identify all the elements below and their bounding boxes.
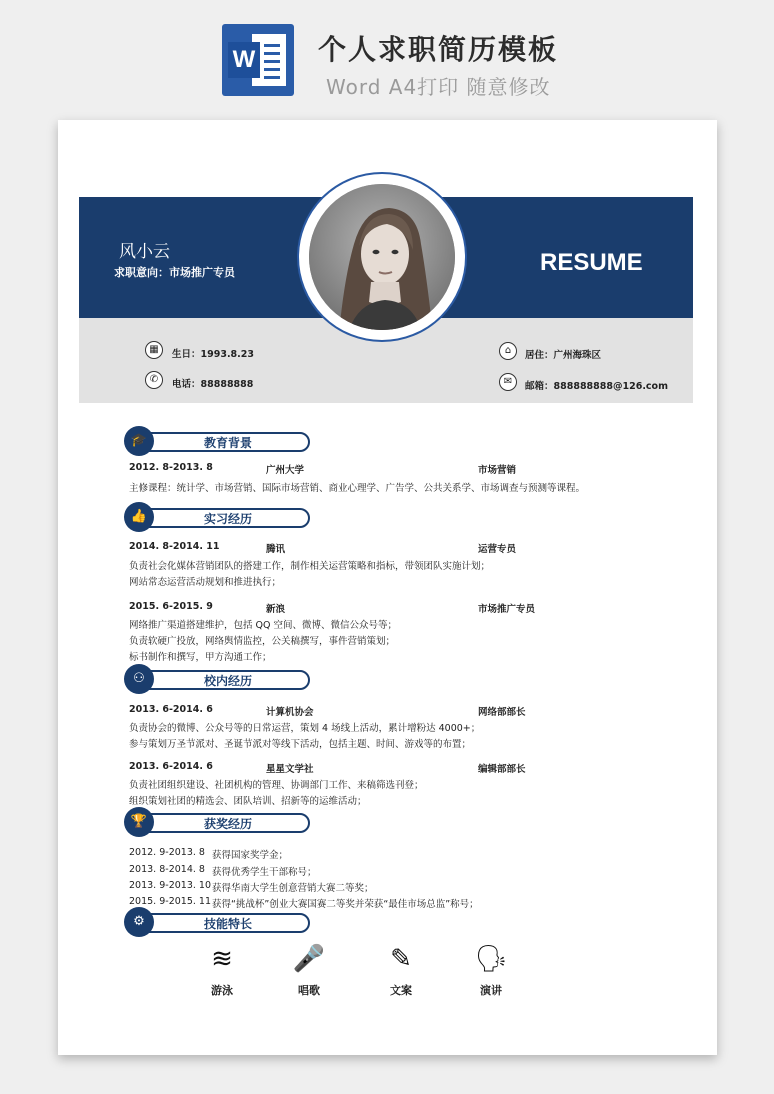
address-info: 居住：广州海珠区 — [525, 350, 602, 361]
resume-page — [58, 120, 717, 1055]
edu-school: 广州大学 — [266, 465, 305, 476]
trophy-icon: 🏆 — [124, 807, 154, 837]
intern-2-line: 网络推广渠道搭建维护，包括 QQ 空间、微博、微信公众号等； — [129, 620, 397, 631]
job-intent: 求职意向：市场推广专员 — [114, 266, 235, 279]
intern-2-org: 新浪 — [266, 604, 286, 615]
home-icon: ⌂ — [499, 342, 517, 360]
section-internship: 👍 实习经历 — [124, 507, 310, 529]
award-text: 获得优秀学生干部称号； — [212, 867, 317, 878]
campus-1-org: 计算机协会 — [266, 707, 314, 718]
award-period: 2012. 9-2013. 8 — [129, 847, 205, 858]
graduation-cap-icon: 🎓 — [124, 426, 154, 456]
edit-icon: ✎ — [390, 944, 412, 974]
phone-icon: ✆ — [145, 371, 163, 389]
profile-photo-frame — [297, 172, 467, 342]
section-awards: 🏆 获奖经历 — [124, 812, 310, 834]
section-skills: ⚙ 技能特长 — [124, 912, 310, 934]
skill-singing: 🎤 唱歌 — [284, 944, 334, 998]
phone-info: 电话：88888888 — [172, 379, 254, 390]
award-text: 获得国家奖学金； — [212, 850, 289, 861]
template-title: 个人求职简历模板 — [318, 33, 559, 66]
campus-1-period: 2013. 6-2014. 6 — [129, 704, 213, 715]
template-header — [0, 0, 774, 110]
campus-2-period: 2013. 6-2014. 6 — [129, 761, 213, 772]
campus-2-line: 负责社团组织建设、社团机构的管理、协调部门工作、来稿筛选刊登； — [129, 780, 424, 791]
award-period: 2013. 9-2013. 10 — [129, 880, 211, 891]
campus-2-line: 组织策划社团的精选会、团队培训、招新等的运维活动； — [129, 796, 367, 807]
section-education: 🎓 教育背景 — [124, 431, 310, 453]
calendar-icon: ▦ — [145, 341, 163, 359]
intern-1-line: 网站常态运营活动规划和推进执行； — [129, 577, 282, 588]
email-info: 邮箱：888888888@126.com — [525, 381, 668, 392]
edu-major: 市场营销 — [478, 465, 517, 476]
award-text: 获得华南大学生创意营销大赛二等奖； — [212, 883, 374, 894]
gear-icon: ⚙ — [124, 907, 154, 937]
skill-copywriting: ✎ 文案 — [376, 944, 426, 998]
edu-period: 2012. 8-2013. 8 — [129, 462, 213, 473]
mail-icon: ✉ — [499, 373, 517, 391]
skill-swimming: ≋ 游泳 — [197, 944, 247, 998]
intern-1-role: 运营专员 — [478, 544, 517, 555]
intern-1-org: 腾讯 — [266, 544, 286, 555]
candidate-name: 风小云 — [119, 242, 170, 262]
campus-1-role: 网络部部长 — [478, 707, 526, 718]
section-campus: ⚇ 校内经历 — [124, 669, 310, 691]
birth-info: 生日：1993.8.23 — [172, 349, 254, 360]
award-period: 2015. 9-2015. 11 — [129, 896, 211, 907]
campus-2-org: 星星文学社 — [266, 764, 314, 775]
campus-1-line: 负责协会的微博、公众号等的日常运营，策划 4 场线上活动，累计增粉达 4000+； — [129, 723, 481, 734]
edu-courses: 主修课程：统计学、市场营销、国际市场营销、商业心理学、广告学、公共关系学、市场调查与预测等课程。 — [129, 483, 586, 494]
resume-heading: RESUME — [540, 249, 643, 276]
award-text: 获得“挑战杯”创业大赛国赛二等奖并荣获“最佳市场总监”称号； — [212, 899, 479, 910]
template-subtitle: Word A4打印 随意修改 — [326, 75, 551, 99]
group-icon: ⚇ — [124, 664, 154, 694]
intern-2-period: 2015. 6-2015. 9 — [129, 601, 213, 612]
swimming-icon: ≋ — [211, 944, 233, 974]
skill-speech: 🗣 演讲 — [466, 944, 516, 998]
profile-photo — [309, 184, 455, 330]
intern-2-line: 负责软硬广投放，网络舆情监控，公关稿撰写，事件营销策划； — [129, 636, 396, 647]
intern-1-period: 2014. 8-2014. 11 — [129, 541, 220, 552]
award-period: 2013. 8-2014. 8 — [129, 864, 205, 875]
speech-icon: 🗣 — [474, 944, 508, 974]
word-logo-icon: W — [222, 24, 294, 96]
campus-1-line: 参与策划万圣节派对、圣诞节派对等线下活动，包括主题、时间、游戏等的布置； — [129, 739, 472, 750]
campus-2-role: 编辑部部长 — [478, 764, 526, 775]
microphone-icon: 🎤 — [292, 944, 326, 974]
intern-1-line: 负责社会化媒体营销团队的搭建工作，制作相关运营策略和指标，带领团队实施计划； — [129, 561, 491, 572]
intern-2-line: 标书制作和撰写，甲方沟通工作； — [129, 652, 272, 663]
thumbs-up-icon: 👍 — [124, 502, 154, 532]
intern-2-role: 市场推广专员 — [478, 604, 536, 615]
